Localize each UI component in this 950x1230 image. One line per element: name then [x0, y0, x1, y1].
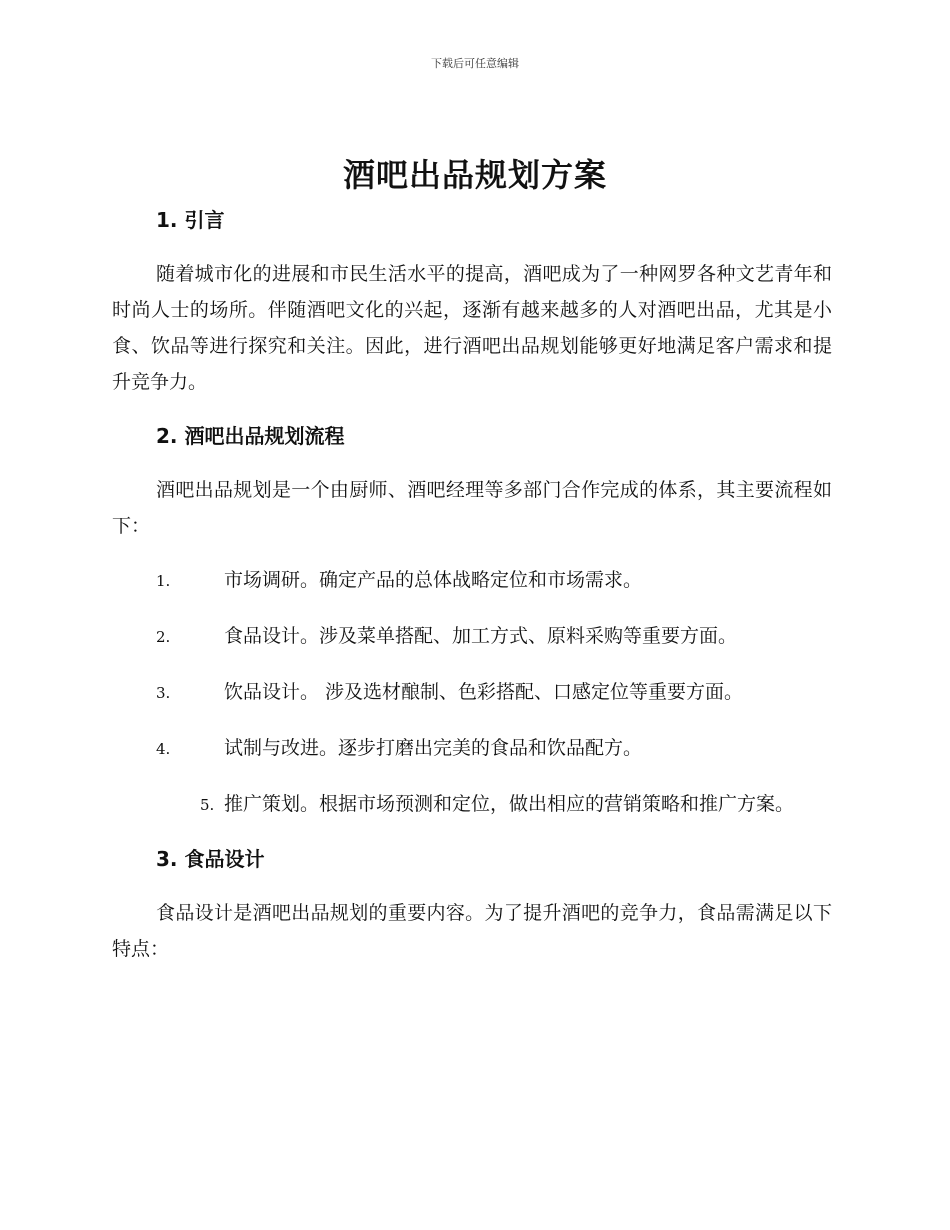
list-item: [112, 674, 832, 711]
document-body: [112, 200, 832, 967]
list-item-number: 1.: [156, 572, 171, 590]
section-paragraph-food: 食品设计是酒吧出品规划的重要内容。为了提升酒吧的竞争力，食品需满足以下特点：: [112, 902, 832, 960]
section-paragraph-intro: 随着城市化的进展和市民生活水平的提高，酒吧成为了一种网罗各种文艺青年和时尚人士的场所。伴随酒吧文化的兴起，逐渐有越来越多的人对酒吧出品，尤其是小食、饮品等进行探究和关注。因此，进行酒吧出品规划能够更好地满足客户需求和提升竞争力。: [112, 263, 832, 393]
list-item: [112, 562, 832, 599]
section-paragraph-process: 酒吧出品规划是一个由厨师、酒吧经理等多部门合作完成的体系，其主要流程如下：: [112, 479, 832, 537]
list-item-text: 饮品设计。 涉及选材酿制、色彩搭配、口感定位等重要方面。: [224, 681, 744, 703]
document-title: 酒吧出品规划方案: [342, 156, 607, 194]
list-item: [112, 730, 832, 767]
list-item-number: 5.: [200, 796, 215, 814]
list-item-text: 推广策划。根据市场预测和定位，做出相应的营销策略和推广方案。: [224, 793, 795, 815]
list-item-number: 3.: [156, 684, 171, 702]
list-item-number: 4.: [156, 740, 171, 758]
section-heading-food: 3. 食品设计: [156, 847, 265, 871]
process-list: [112, 562, 832, 823]
list-item-text: 试制与改进。逐步打磨出完美的食品和饮品配方。: [224, 737, 643, 759]
list-item: [112, 786, 832, 823]
list-item: [112, 618, 832, 655]
list-item-text: 市场调研。确定产品的总体战略定位和市场需求。: [224, 569, 643, 591]
section-heading-process: 2. 酒吧出品规划流程: [156, 424, 345, 448]
section-heading-intro: 1. 引言: [156, 208, 225, 232]
list-item-number: 2.: [156, 628, 171, 646]
header-note: 下载后可任意编辑: [431, 57, 519, 70]
list-item-text: 食品设计。涉及菜单搭配、加工方式、原料采购等重要方面。: [224, 625, 738, 647]
